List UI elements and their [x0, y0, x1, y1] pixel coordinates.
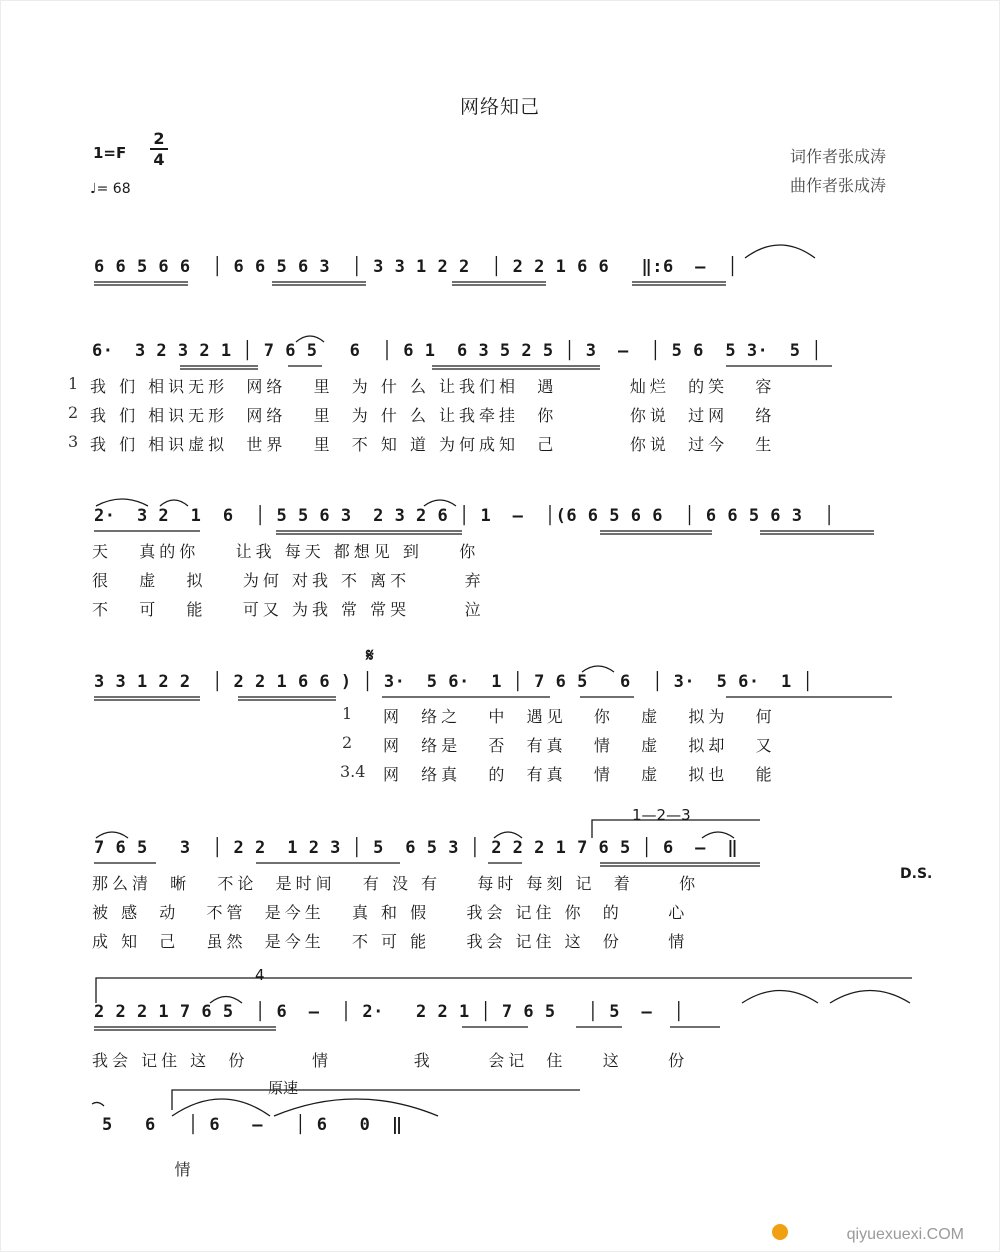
segno-sign: 𝄋 [366, 645, 374, 666]
lyric-line: 成 知 己 虽然 是今生 不 可 能 我会 记住 这 份 情 [92, 932, 689, 951]
verse-number: 1 [68, 374, 79, 393]
verse-number: 3.4 [340, 762, 366, 781]
lyricist-credit: 词作者张成涛 [790, 147, 887, 166]
verse-number: 2 [342, 733, 353, 752]
composer-credit: 曲作者张成涛 [790, 176, 887, 195]
verse-number: 1 [342, 704, 353, 723]
watermark-logo-icon [772, 1224, 788, 1240]
lyric-line: 不 可 能 可又 为我 常 常哭 泣 [92, 600, 485, 619]
lyric-line: 网 络是 否 有真 情 虚 拟却 又 [383, 736, 776, 755]
lyric-line: 天 真的你 让我 每天 都想见 到 你 [92, 542, 480, 561]
lyric-line: 我 们 相识无形 网络 里 为 什 么 让我们相 遇 灿烂 的笑 容 [90, 377, 776, 396]
lyric-line: 很 虚 拟 为何 对我 不 离不 弃 [92, 571, 485, 590]
tempo-marking: ♩= 68 [90, 181, 131, 197]
verse-number: 2 [68, 403, 79, 422]
time-sig-bottom: 4 [153, 150, 165, 169]
notation-row-1: 6 6 5 6 6 │ 6 6 5 6 3 │ 3 3 1 2 2 │ 2 2 1 6 6 ‖:6 – │ [94, 257, 739, 277]
lyric-line: 情 [120, 1160, 195, 1179]
lyric-line: 我 们 相识虚拟 世界 里 不 知 道 为何成知 己 你说 过今 生 [90, 435, 776, 454]
notation-row-3: 2· 3 2 1 6 │ 5 5 6 3 2 3 2 6 │ 1 – │(6 6 5 6 6 │ 6 6 5 6 3 │ [94, 506, 835, 526]
volta-1-2-3: 1—2—3 [632, 806, 691, 824]
lyric-line: 网 络真 的 有真 情 虚 拟也 能 [383, 765, 776, 784]
watermark-text: qiyuexuexi.COM [846, 1226, 964, 1243]
notation-row-5: 7 6 5 3 │ 2 2 1 2 3 │ 5 6 5 3 │ 2 2 2 1 7 6 5 │ 6 – ‖ [94, 838, 739, 858]
tempo-primo-mark: 原速 [268, 1079, 299, 1097]
volta-4: 4 [255, 966, 265, 984]
lyric-line: 那么清 晰 不论 是时间 有 没 有 每时 每刻 记 着 你 [92, 874, 700, 893]
verse-number: 3 [68, 432, 79, 451]
notation-row-7: 5 6 │ 6 – │ 6 0 ‖ [102, 1115, 403, 1135]
notation-row-2: 6· 3 2 3 2 1 │ 7 6 5 6 │ 6 1 6 3 5 2 5 │ 3 – │ 5 6 5 3· 5 │ [92, 341, 822, 361]
song-title: 网络知己 [459, 96, 540, 118]
dal-segno-mark: D.S. [900, 866, 933, 882]
lyric-line: 我 们 相识无形 网络 里 为 什 么 让我牵挂 你 你说 过网 络 [90, 406, 776, 425]
notation-row-6: 2 2 2 1 7 6 5 │ 6 – │ 2· 2 2 1 │ 7 6 5 │ 5 – │ [94, 1002, 685, 1022]
lyric-line: 网 络之 中 遇见 你 虚 拟为 何 [383, 707, 776, 726]
lyric-line: 我会 记住 这 份 情 我 会记 住 这 份 [92, 1051, 689, 1070]
time-sig-top: 2 [153, 129, 165, 148]
lyric-line: 被 感 动 不管 是今生 真 和 假 我会 记住 你 的 心 [92, 903, 689, 922]
key-signature: 1=F [93, 144, 127, 162]
notation-row-4: 3 3 1 2 2 │ 2 2 1 6 6 ) │ 3· 5 6· 1 │ 7 6 5 6 │ 3· 5 6· 1 │ [94, 672, 814, 692]
